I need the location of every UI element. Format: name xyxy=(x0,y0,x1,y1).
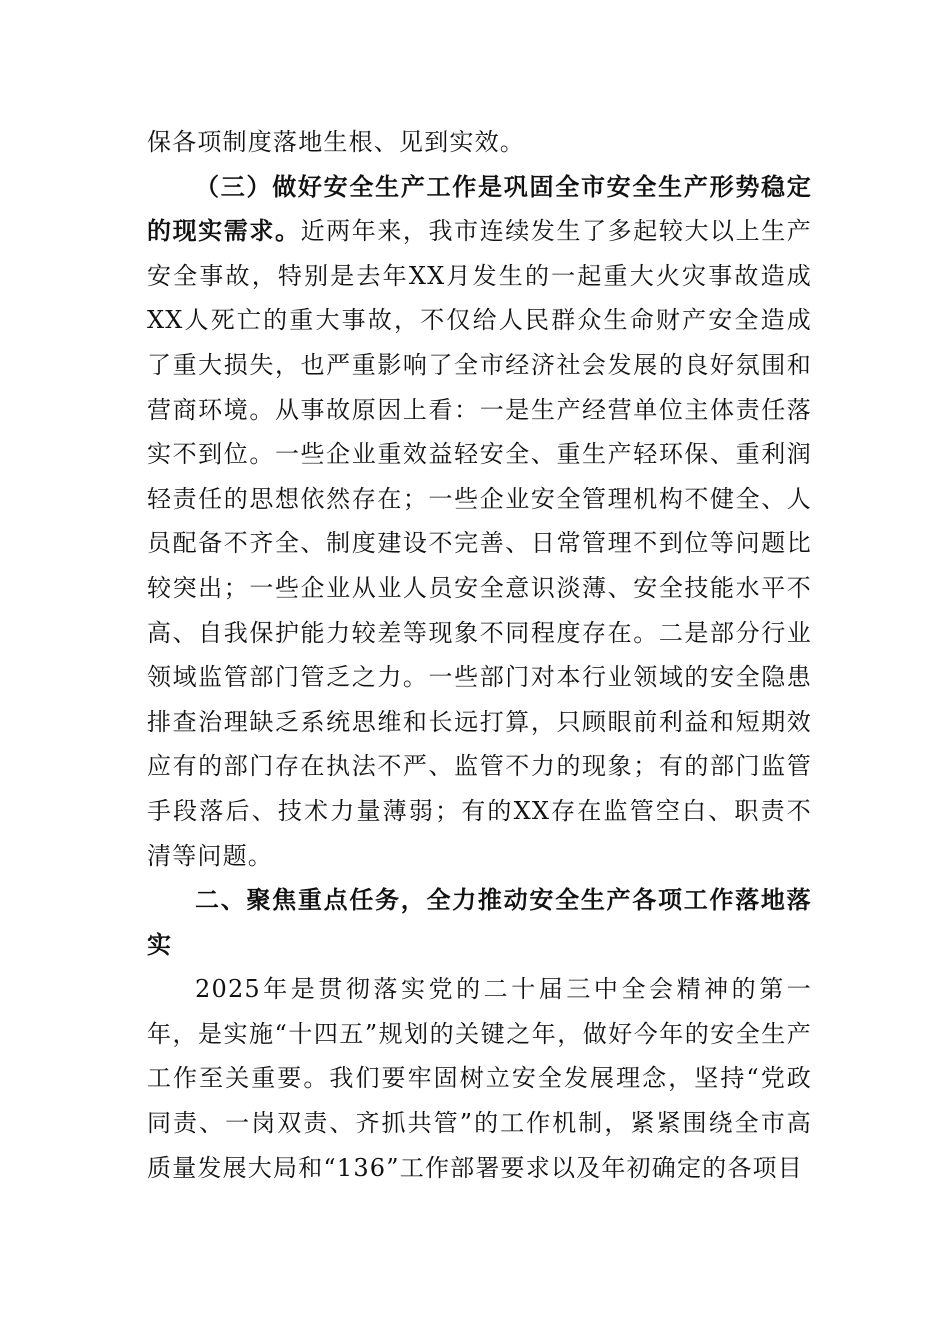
document-body xyxy=(147,120,812,1190)
section-heading-two: 二、聚焦重点任务，全力推动安全生产各项工作落地落实 xyxy=(147,886,812,959)
section-three-lead: （三）做好安全生产工作是巩固全市安全生产形势稳定的现实需求。 xyxy=(147,172,812,246)
paragraph-2025-plan: 2025年是贯彻落实党的二十届三中全会精神的第一年，是实施“十四五”规划的关键之年，做好今年的安全生产工作至关重要。我们要牢固树立安全发展理念，坚持“党政同责、一岗双责、齐抓共管”的工作机制，紧紧围绕全市高质量发展大局和“136”工作部署要求以及年初确定的各项目 xyxy=(147,975,812,1182)
section-three-body: 近两年来，我市连续发生了多起较大以上生产安全事故，特别是去年XX月发生的一起重大火灾事故造成XX人死亡的重大事故，不仅给人民群众生命财产安全造成了重大损失，也严重影响了全市经济社会发展的良好氛围和营商环境。从事故原因上看：一是生产经营单位主体责任落实不到位。一些企业重效益轻安全、重生产轻环保、重利润轻责任的思想依然存在；一些企业安全管理机构不健全、人员配备不齐全、制度建设不完善、日常管理不到位等问题比较突出；一些企业从业人员安全意识淡薄、安全技能水平不高、自我保护能力较差等现象不同程度存在。二是部分行业领域监管部门管乏之力。一些部门对本行业领域的安全隐患排查治理缺乏系统思维和长远打算，只顾眼前利益和短期效应有的部门存在执法不严、监管不力的现象；有的部门监管手段落后、技术力量薄弱；有的XX存在监管空白、职责不清等问题。 xyxy=(147,217,813,870)
paragraph-section-three xyxy=(147,165,812,879)
paragraph-continuation: 保各项制度落地生根、见到实效。 xyxy=(147,128,525,156)
